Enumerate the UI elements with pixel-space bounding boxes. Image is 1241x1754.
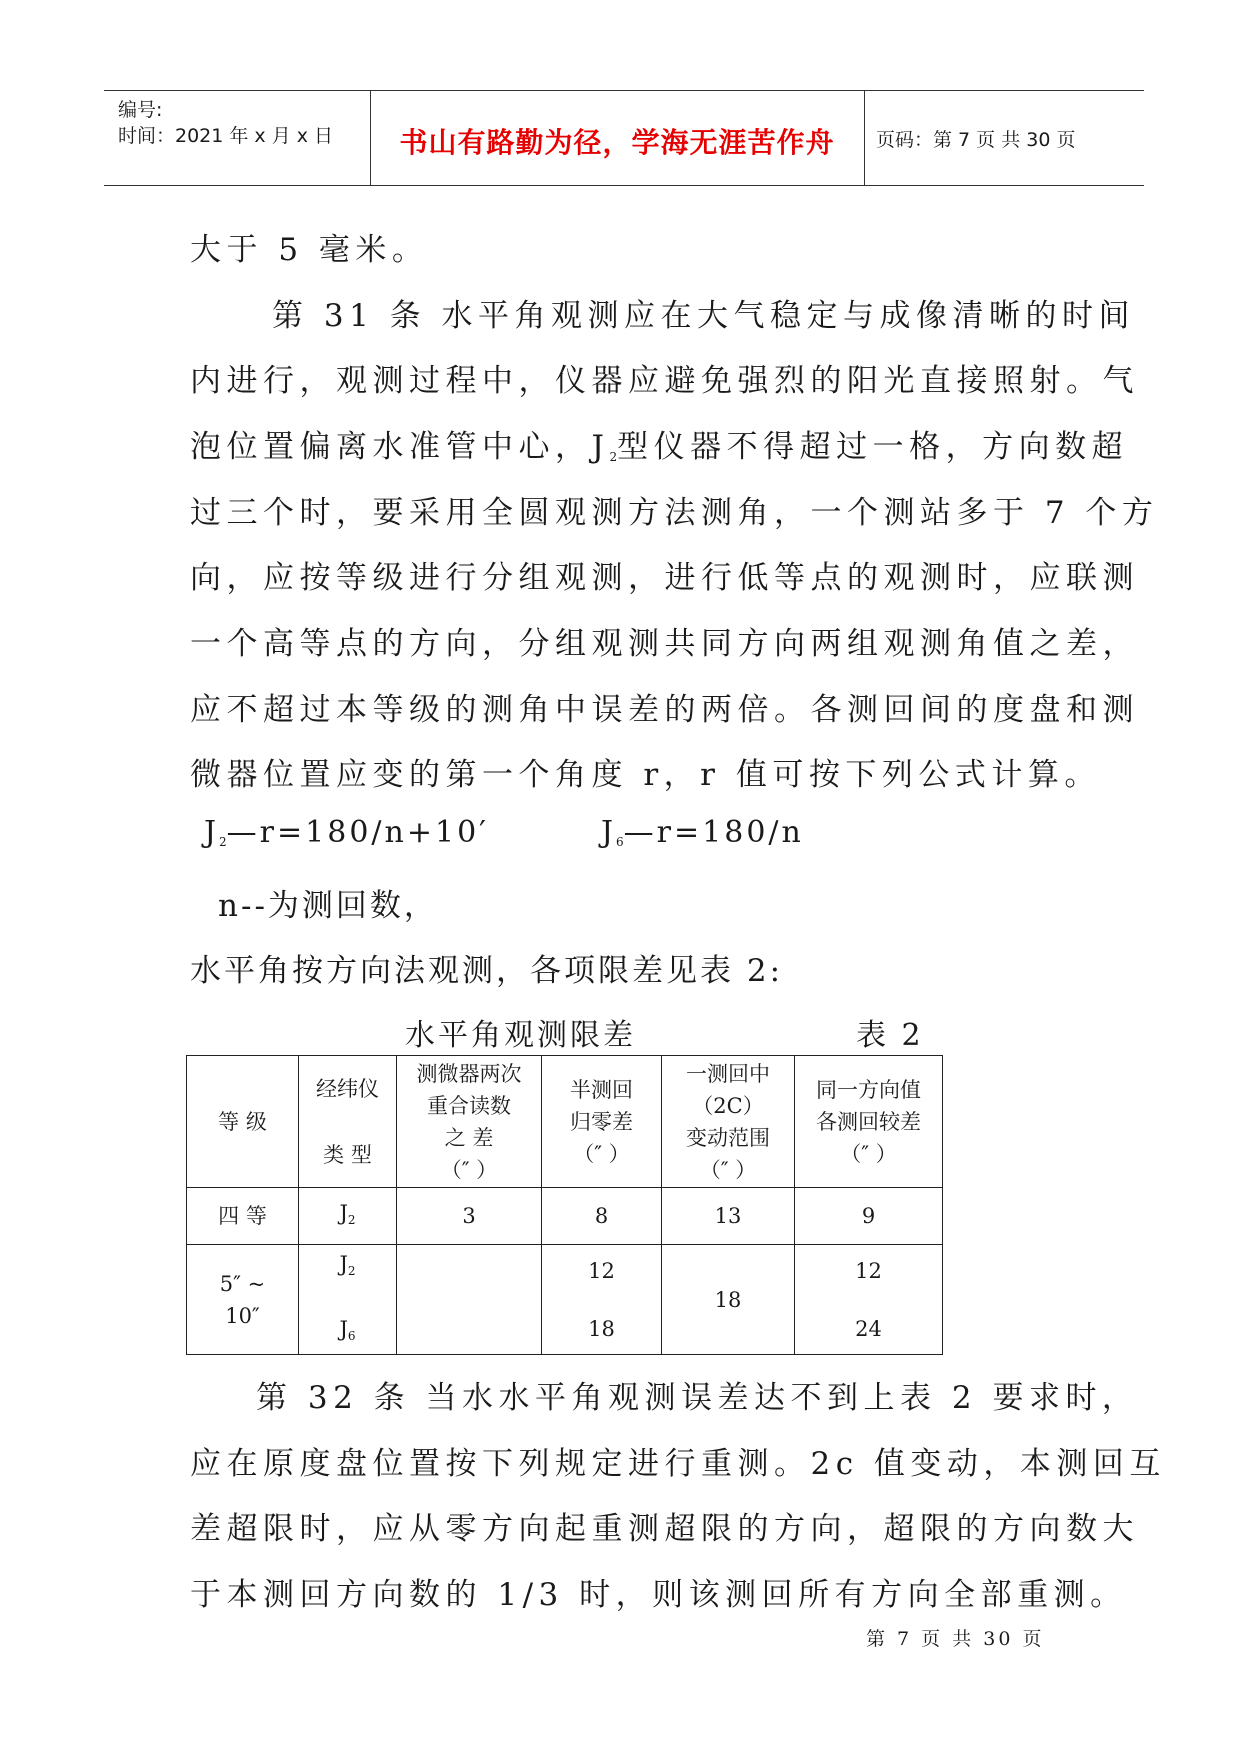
header-type (299, 1056, 397, 1188)
header-center-cell (370, 91, 865, 185)
text-run: —r=180/n (623, 815, 804, 850)
header-right-cell (864, 91, 1144, 185)
cell-text (299, 1248, 396, 1287)
header-text: （″ ） (699, 1157, 757, 1182)
table-header-row (187, 1056, 943, 1188)
cell-type (299, 1245, 397, 1355)
body-line: 过三个时，要采用全圆观测方法测角，一个测站多于 7 个方 (190, 495, 1159, 531)
body-line: 内进行，观测过程中，仪器应避免强烈的阳光直接照射。气 (190, 363, 1139, 399)
text-run: J (339, 1200, 348, 1225)
subscript: 2 (347, 1263, 356, 1278)
text-run: 型仪器不得超过一格，方向数超 (617, 429, 1129, 465)
table-caption-title: 水平角观测限差 (405, 1018, 636, 1053)
cell-2c-range: 13 (662, 1188, 795, 1245)
header-text: 各测回较差 (816, 1109, 921, 1134)
cell-half-round (542, 1245, 662, 1355)
cell-text: 5″ ~ (219, 1271, 266, 1296)
subscript: 2 (609, 450, 618, 464)
text-run: —r=180/n+10′ (226, 815, 489, 850)
formula-j6 (601, 815, 804, 850)
cell-type (299, 1188, 397, 1245)
article-32-heading: 第 32 条 当水水平角观测误差达不到上表 2 要求时， (256, 1380, 1139, 1416)
cell-2c-range: 18 (662, 1245, 795, 1355)
header-text: （″ ） (440, 1157, 498, 1182)
body-line: 应在原度盘位置按下列规定进行重测。2c 值变动，本测回互 (190, 1446, 1166, 1482)
header-text: 重合读数 (427, 1093, 511, 1118)
body-line: 大于 5 毫米。 (190, 232, 429, 268)
header-slogan: 书山有路勤为径，学海无涯苦作舟 (399, 126, 835, 159)
cell-text: 10″ (225, 1303, 260, 1328)
text-run: J (339, 1251, 348, 1276)
body-line (190, 421, 1128, 466)
header-text: 经纬仪 (316, 1076, 379, 1101)
cell-text: 18 (588, 1316, 615, 1341)
header-text: 等 级 (218, 1109, 267, 1134)
header-text: 测微器两次 (416, 1061, 522, 1086)
header-text: 半测回 (570, 1077, 633, 1102)
body-line: 差超限时，应从零方向起重测超限的方向，超限的方向数大 (190, 1511, 1139, 1547)
subscript: 2 (219, 835, 227, 849)
text-run: J (204, 815, 220, 850)
header-left-cell (104, 91, 371, 185)
header-text: （″ ） (573, 1141, 630, 1166)
text-run: 泡位置偏离水准管中心，J (190, 429, 610, 465)
table-row (187, 1188, 943, 1245)
cell-text: 12 (588, 1258, 615, 1283)
cell-direction-diff (795, 1245, 943, 1355)
cell-half-round: 8 (542, 1188, 662, 1245)
cell-text (299, 1313, 396, 1352)
table-row (187, 1245, 943, 1355)
header-text: 类 型 (323, 1142, 372, 1167)
table-intro: 水平角按方向法观测，各项限差见表 2: (190, 953, 784, 989)
subscript: 2 (347, 1212, 356, 1227)
cell-micrometer (397, 1245, 542, 1355)
formula-j2 (204, 815, 489, 850)
cell-grade: 四 等 (187, 1188, 299, 1245)
cell-direction-diff: 9 (795, 1188, 943, 1245)
n-definition: n--为测回数， (218, 888, 438, 924)
article-31-heading: 第 31 条 水平角观测应在大气稳定与成像清晰的时间 (272, 298, 1136, 334)
text-run: J (601, 815, 617, 850)
header-half-round (542, 1056, 662, 1188)
subscript: 6 (347, 1328, 356, 1343)
subscript: 6 (616, 835, 624, 849)
body-line: 于本测回方向数的 1/3 时，则该测回所有方向全部重测。 (190, 1577, 1127, 1613)
header-text: 一测回中 (686, 1061, 770, 1086)
table-caption-number: 表 2 (856, 1018, 924, 1053)
limit-table (186, 1055, 943, 1355)
header-text: （2C） (692, 1093, 764, 1118)
header-2c-range (662, 1056, 795, 1188)
header-text: 变动范围 (686, 1125, 770, 1150)
doc-date: 时间：2021 年 x 月 x 日 (118, 125, 334, 147)
header-text: 归零差 (570, 1109, 633, 1134)
body-line: 微器位置应变的第一个角度 r，r 值可按下列公式计算。 (190, 757, 1101, 793)
body-line: 应不超过本等级的测角中误差的两倍。各测回间的度盘和测 (190, 692, 1139, 728)
page-header (104, 90, 1144, 186)
header-text: 之 差 (444, 1125, 494, 1150)
header-grade (187, 1056, 299, 1188)
doc-number-label: 编号: (118, 99, 163, 121)
header-page-info: 页码：第 7 页 共 30 页 (876, 129, 1076, 151)
cell-text: 24 (855, 1316, 882, 1341)
body-line: 一个高等点的方向，分组观测共同方向两组观测角值之差， (190, 626, 1139, 662)
body-line: 向，应按等级进行分组观测，进行低等点的观测时，应联测 (190, 560, 1139, 596)
page-footer: 第 7 页 共 30 页 (866, 1628, 1045, 1650)
header-text: 同一方向值 (816, 1077, 921, 1102)
header-text: （″ ） (840, 1141, 897, 1166)
text-run: J (339, 1316, 348, 1341)
cell-text: 12 (855, 1258, 882, 1283)
header-micrometer (397, 1056, 542, 1188)
cell-grade (187, 1245, 299, 1355)
cell-micrometer: 3 (397, 1188, 542, 1245)
header-direction-diff (795, 1056, 943, 1188)
